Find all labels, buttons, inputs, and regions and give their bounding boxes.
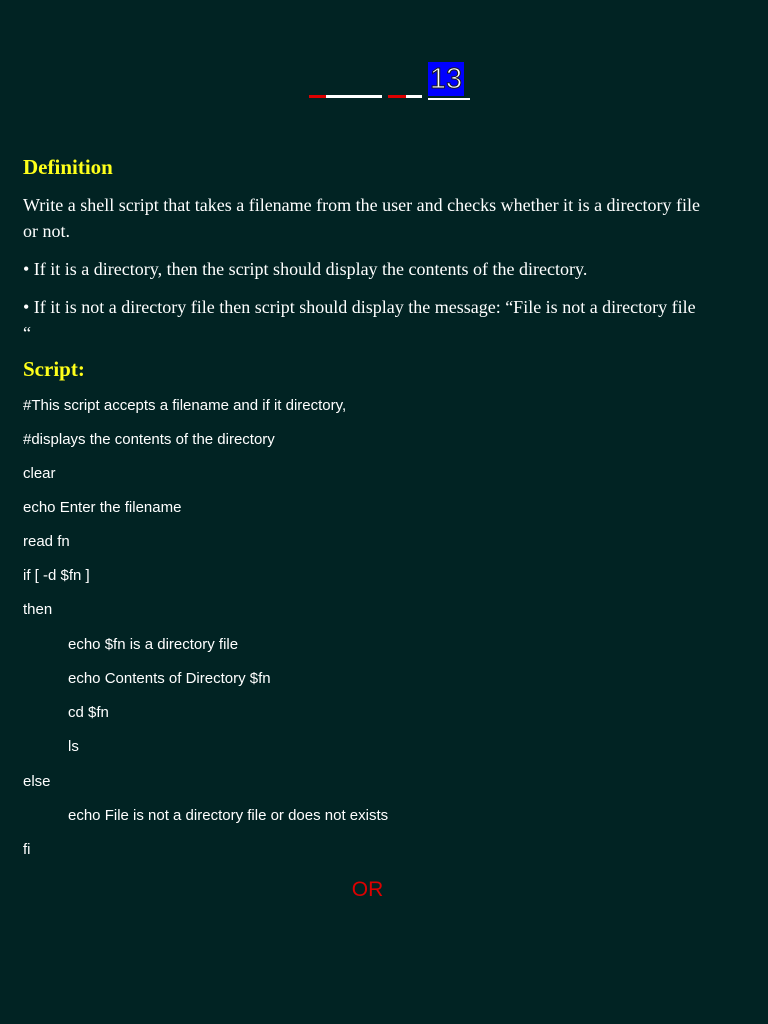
code-line: then — [23, 601, 53, 618]
code-line: read fn — [23, 533, 70, 550]
bullet-not-directory: • If it is not a directory file then script should display the message: “File is not a directory file “ — [23, 297, 696, 343]
code-line: #This script accepts a filename and if it directory, — [23, 397, 347, 414]
code-line: echo Enter the filename — [23, 499, 182, 516]
header-decoration — [300, 60, 480, 104]
code-line: #displays the contents of the directory — [23, 431, 275, 448]
code-line: cd $fn — [68, 704, 109, 721]
definition-intro: Write a shell script that takes a filename from the user and checks whether it is a directory file or not. — [23, 195, 701, 241]
code-line: fi — [23, 841, 31, 858]
code-line: echo Contents of Directory $fn — [68, 670, 271, 687]
page-number-underline — [428, 98, 470, 100]
script-heading: Script: — [23, 357, 85, 381]
page-number: 13 — [429, 63, 463, 95]
code-line: clear — [23, 465, 56, 482]
code-line: ls — [68, 738, 79, 755]
white-dash — [326, 95, 382, 98]
red-dash — [309, 95, 326, 98]
red-dash — [388, 95, 406, 98]
code-line: if [ -d $fn ] — [23, 567, 90, 584]
white-dash — [406, 95, 422, 98]
bullet-directory: • If it is a directory, then the script should display the contents of the directory. — [23, 259, 588, 279]
code-line: else — [23, 773, 51, 790]
definition-heading: Definition — [23, 155, 113, 179]
or-label: OR — [351, 878, 384, 901]
code-line: echo File is not a directory file or does not exists — [68, 807, 389, 824]
code-line: echo $fn is a directory file — [68, 636, 239, 653]
